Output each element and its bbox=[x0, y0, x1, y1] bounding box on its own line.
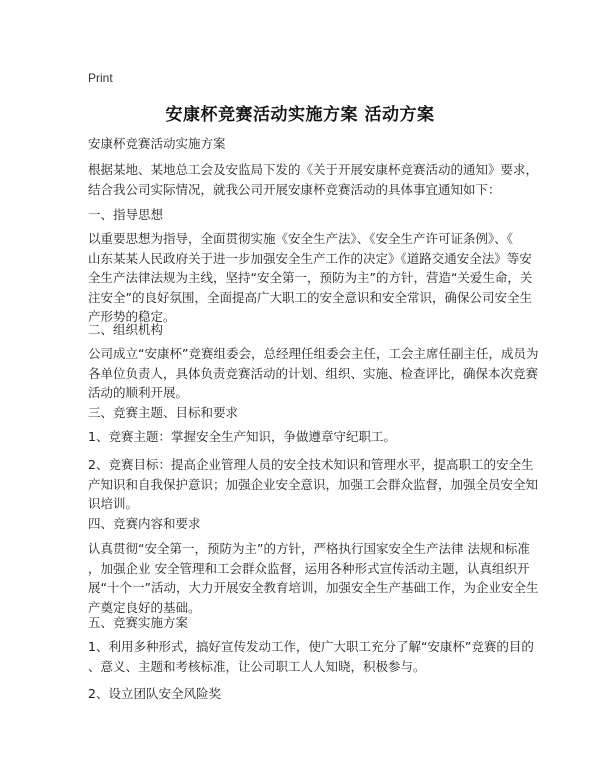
section-heading-implementation: 五、竞赛实施方案 bbox=[88, 615, 189, 630]
paragraph-line: 山东某某人民政府关于进一步加强安全生产工作的决定》《道路交通安全法》等安 bbox=[88, 250, 532, 266]
paragraph-line: 1、竞赛主题：掌握安全生产知识，争做遵章守纪职工。 bbox=[88, 429, 396, 444]
document-subtitle: 安康杯竞赛活动实施方案 bbox=[88, 136, 226, 151]
paragraph-line: 2、竞赛目标：提高企业管理人员的安全技术知识和管理水平，提高职工的安全生 bbox=[88, 457, 534, 472]
section-guiding-ideology-body bbox=[88, 229, 533, 327]
paragraph-line: 产形势的稳定。 bbox=[88, 309, 176, 324]
intro-line: 根据某地、某地总工会及安监局下发的《关于开展安康杯竞赛活动的通知》要求， bbox=[88, 162, 539, 177]
section-implementation-item-1 bbox=[88, 637, 534, 676]
section-heading-theme-goals: 三、竞赛主题、目标和要求 bbox=[88, 405, 239, 420]
paragraph-line: 公司成立“安康杯”竞赛组委会，总经理任组委会主任，工会主席任副主任，成员为 bbox=[88, 346, 539, 361]
paragraph-line: 展“十个一”活动，大力开展安全教育培训，加强安全生产基础工作，为企业安全生 bbox=[88, 580, 539, 595]
paragraph-line: 产奠定良好的基础。 bbox=[88, 599, 201, 615]
print-link[interactable]: Print bbox=[88, 71, 113, 85]
section-organization-body bbox=[88, 344, 539, 403]
paragraph-line: 以重要思想为指导，全面贯彻实施《安全生产法》、《安全生产许可证条例》、《 bbox=[88, 231, 514, 246]
section-content-requirements-body bbox=[88, 539, 539, 617]
document-title: 安康杯竞赛活动实施方案 活动方案 bbox=[165, 105, 435, 125]
intro-line: 结合我公司实际情况，就我公司开展安康杯竞赛活动的具体事宜通知如下： bbox=[88, 181, 501, 197]
paragraph-line: 识培训。 bbox=[88, 496, 139, 511]
paragraph-line: 注安全”的良好氛围，全面提高广大职工的安全意识和安全常识，确保公司安全生 bbox=[88, 289, 532, 305]
paragraph-line: 全生产法律法规为主线，坚持“安全第一，预防为主”的方针，营造“关爱生命，关 bbox=[88, 270, 533, 285]
paragraph-line: 产知识和自我保护意识；加强企业安全意识，加强工会群众监督，加强全员安全知 bbox=[88, 476, 539, 492]
paragraph-line: 2、设立团队安全风险奖 bbox=[88, 686, 221, 701]
paragraph-line: 认真贯彻“安全第一，预防为主”的方针，严格执行国家安全生产法律 法规和标准 bbox=[88, 541, 530, 556]
paragraph-line: 1、利用多种形式，搞好宣传发动工作，使广大职工充分了解“安康杯”竞赛的目的 bbox=[88, 639, 534, 654]
section-implementation-item-2 bbox=[88, 684, 520, 704]
paragraph-line: ，加强企业 安全管理和工会群众监督，运用各种形式宣传活动主题，认真组织开 bbox=[88, 560, 530, 576]
section-theme-item-1 bbox=[88, 427, 520, 447]
paragraph-line: 各单位负责人，具体负责竞赛活动的计划、组织、实施、检查评比，确保本次竞赛 bbox=[88, 365, 539, 381]
paragraph-line: 、意义、主题和考核标准，让公司职工人人知晓，积极参与。 bbox=[88, 658, 426, 674]
section-heading-guiding-ideology: 一、指导思想 bbox=[88, 207, 164, 222]
section-theme-item-2 bbox=[88, 455, 539, 514]
paragraph-line: 活动的顺利开展。 bbox=[88, 385, 189, 400]
section-heading-content-requirements: 四、竞赛内容和要求 bbox=[88, 516, 201, 531]
section-heading-organization: 二、组织机构 bbox=[88, 322, 164, 337]
intro-paragraph bbox=[88, 160, 539, 199]
